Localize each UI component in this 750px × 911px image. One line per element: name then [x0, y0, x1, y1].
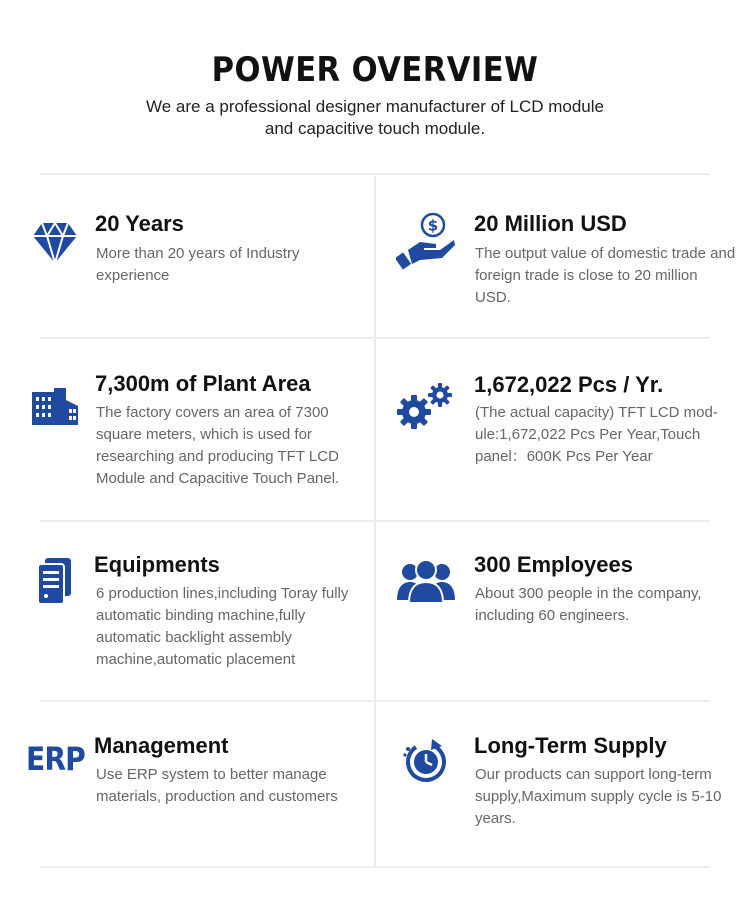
divider-vertical: [374, 176, 376, 868]
factory-buildings-icon: [31, 388, 79, 426]
page-subtitle: [0, 96, 750, 140]
card-title: 1,672,022 Pcs / Yr.: [474, 372, 664, 397]
server-documents-icon: [37, 557, 73, 605]
card-title: 300 Employees: [474, 552, 633, 577]
people-group-icon: [396, 558, 456, 604]
page-title: POWER OVERVIEW: [211, 50, 539, 90]
card-title: 7,300m of Plant Area: [95, 371, 311, 396]
card-description: The output value of domestic trade and foreign trade is close to 20 million USD.: [475, 245, 736, 306]
gears-icon: [396, 382, 456, 432]
subtitle-line-2: and capacitive touch module.: [264, 119, 486, 138]
card-title: 20 Years: [95, 211, 184, 236]
card-description: About 300 people in the company, including 60 engineers.: [475, 585, 702, 624]
diamond-icon: [32, 222, 78, 264]
clock-cycle-icon: [402, 737, 450, 785]
card-title: Management: [94, 733, 229, 758]
card-description: (The actual capacity) TFT LCD mod-ule:1,672,022 Pcs Per Year,Touch panel：600K Pcs Per Year: [475, 404, 718, 465]
card-description: More than 20 years of Industry experience: [96, 245, 300, 284]
svg-text:$: $: [427, 216, 439, 235]
divider-top: [40, 173, 710, 175]
card-description: 6 production lines,including Toray fully automatic binding machine,fully automatic backlight assembly machine,automatic placement: [96, 585, 349, 668]
card-description: Our products can support long-term supply,Maximum supply cycle is 5-10 years.: [475, 766, 722, 827]
card-description: The factory covers an area of 7300 square meters, which is used for researching and producing TFT LCD Module and Capacitive Touch Panel.: [96, 404, 340, 487]
card-title: Long-Term Supply: [474, 733, 667, 758]
subtitle-line-1: We are a professional designer manufacturer of LCD module: [146, 97, 604, 116]
erp-icon: ERP: [26, 740, 85, 778]
card-title: Equipments: [94, 552, 220, 577]
card-description: Use ERP system to better manage materials, production and customers: [96, 766, 338, 805]
card-title: 20 Million USD: [474, 211, 627, 236]
hand-coin-icon: [396, 212, 456, 272]
